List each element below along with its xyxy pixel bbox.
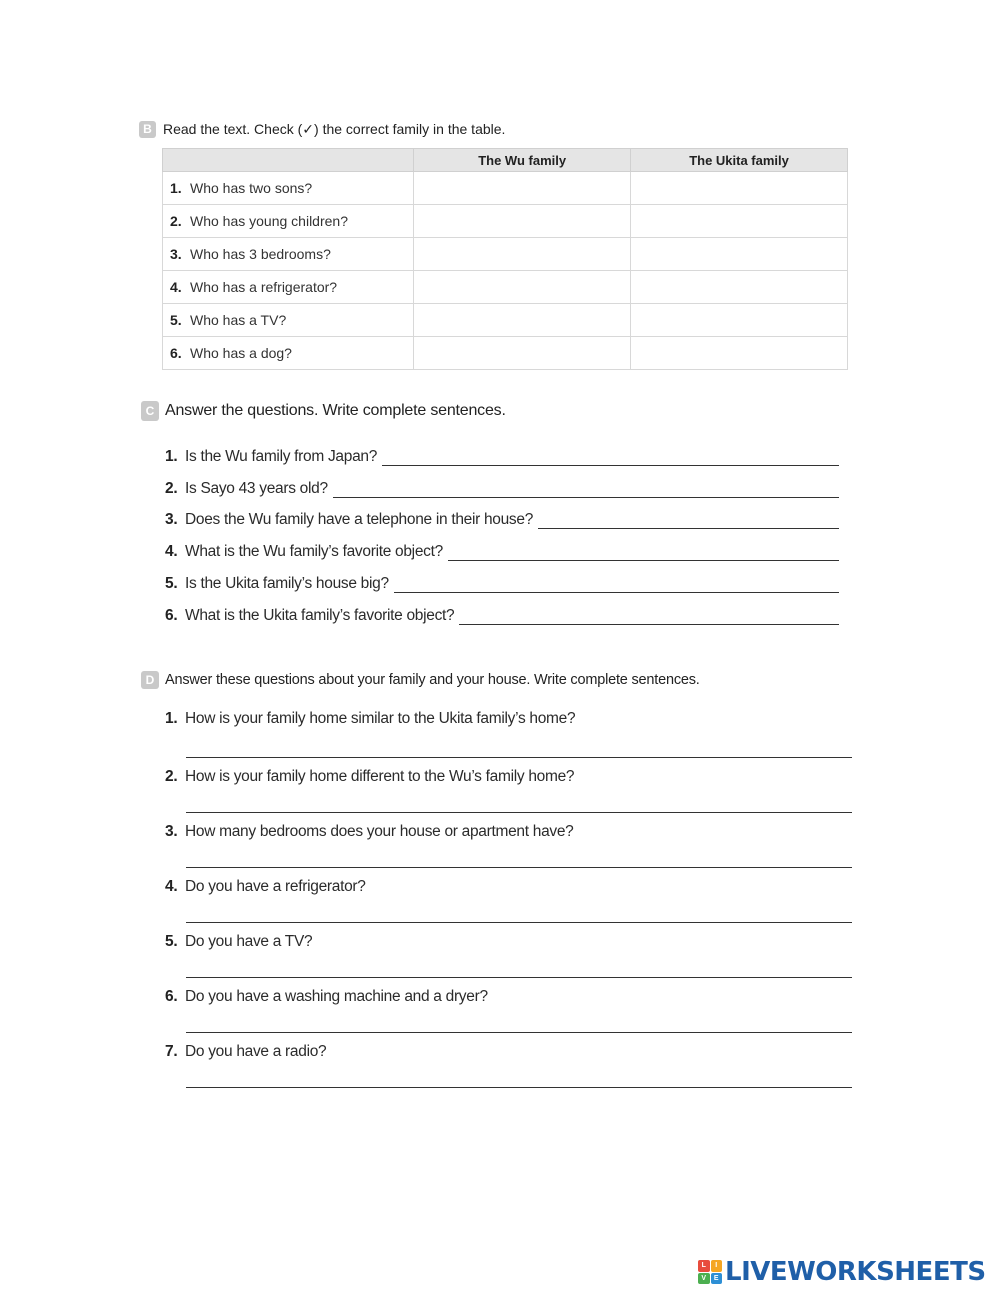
question-number: 7. bbox=[165, 1043, 178, 1060]
question-number: 2. bbox=[165, 768, 178, 785]
question-number: 6. bbox=[165, 607, 178, 624]
family-check-table bbox=[162, 148, 848, 370]
c-question-row bbox=[165, 448, 839, 466]
table-header-ukita: The Ukita family bbox=[631, 149, 848, 172]
question-text: Who has 3 bedrooms? bbox=[190, 246, 331, 262]
table-row bbox=[163, 304, 848, 337]
question-number: 3. bbox=[165, 511, 178, 528]
section-b-instruction: Read the text. Check (✓) the correct family in the table. bbox=[163, 121, 506, 137]
c-question-row bbox=[165, 543, 839, 561]
question-number: 4. bbox=[165, 543, 178, 560]
table-row bbox=[163, 337, 848, 370]
question-text: What is the Wu family’s favorite object? bbox=[185, 543, 443, 560]
logo-letter: V bbox=[698, 1273, 710, 1285]
question-number: 1. bbox=[170, 180, 182, 196]
table-question-cell bbox=[163, 238, 414, 271]
c-question-row bbox=[165, 575, 839, 593]
check-cell-wu[interactable] bbox=[414, 304, 631, 337]
question-text: Do you have a radio? bbox=[185, 1043, 327, 1060]
table-question-cell bbox=[163, 271, 414, 304]
question-number: 6. bbox=[170, 345, 182, 361]
section-d-instruction: Answer these questions about your family and your house. Write complete sentences. bbox=[165, 672, 700, 688]
c-question-row bbox=[165, 480, 839, 498]
question-text: Does the Wu family have a telephone in their house? bbox=[185, 511, 534, 528]
question-text: Who has a refrigerator? bbox=[190, 279, 338, 295]
answer-blank[interactable] bbox=[459, 609, 839, 625]
brand-name: LIVEWORKSHEETS bbox=[725, 1257, 986, 1287]
question-number: 4. bbox=[165, 878, 178, 895]
c-question-row bbox=[165, 607, 839, 625]
table-row bbox=[163, 205, 848, 238]
question-text: How is your family home different to the Wu’s family home? bbox=[185, 768, 575, 785]
table-row bbox=[163, 172, 848, 205]
answer-line[interactable] bbox=[186, 1018, 852, 1033]
d-question bbox=[165, 1043, 326, 1061]
question-text: How is your family home similar to the Ukita family’s home? bbox=[185, 710, 576, 727]
question-text: Is the Wu family from Japan? bbox=[185, 448, 378, 465]
section-c-instruction: Answer the questions. Write complete sentences. bbox=[165, 402, 506, 419]
check-cell-wu[interactable] bbox=[414, 337, 631, 370]
answer-line[interactable] bbox=[186, 1073, 852, 1088]
section-b-badge: B bbox=[139, 121, 156, 138]
answer-blank[interactable] bbox=[382, 450, 839, 466]
question-number: 6. bbox=[165, 988, 178, 1005]
question-number: 5. bbox=[165, 933, 178, 950]
answer-line[interactable] bbox=[186, 798, 852, 813]
answer-line[interactable] bbox=[186, 963, 852, 978]
d-question bbox=[165, 933, 312, 951]
liveworksheets-logo-icon bbox=[698, 1260, 722, 1284]
check-cell-wu[interactable] bbox=[414, 271, 631, 304]
check-cell-ukita[interactable] bbox=[631, 172, 848, 205]
question-text: Do you have a refrigerator? bbox=[185, 878, 366, 895]
question-number: 5. bbox=[170, 312, 182, 328]
question-text: Who has young children? bbox=[190, 213, 348, 229]
logo-letter: I bbox=[711, 1260, 723, 1272]
table-header-wu: The Wu family bbox=[414, 149, 631, 172]
section-c-badge: C bbox=[141, 401, 159, 421]
question-text: Is Sayo 43 years old? bbox=[185, 480, 328, 497]
table-question-cell bbox=[163, 172, 414, 205]
d-question bbox=[165, 988, 488, 1006]
question-number: 5. bbox=[165, 575, 178, 592]
table-question-cell bbox=[163, 304, 414, 337]
question-text: Who has two sons? bbox=[190, 180, 313, 196]
answer-blank[interactable] bbox=[394, 577, 839, 593]
question-text: Do you have a TV? bbox=[185, 933, 313, 950]
check-cell-ukita[interactable] bbox=[631, 205, 848, 238]
table-row bbox=[163, 238, 848, 271]
question-number: 2. bbox=[170, 213, 182, 229]
table-row bbox=[163, 271, 848, 304]
answer-line[interactable] bbox=[186, 853, 852, 868]
check-cell-ukita[interactable] bbox=[631, 271, 848, 304]
question-number: 3. bbox=[165, 823, 178, 840]
check-cell-wu[interactable] bbox=[414, 238, 631, 271]
liveworksheets-brand bbox=[698, 1257, 986, 1287]
table-question-cell bbox=[163, 337, 414, 370]
check-cell-wu[interactable] bbox=[414, 172, 631, 205]
logo-letter: L bbox=[698, 1260, 710, 1272]
answer-line[interactable] bbox=[186, 743, 852, 758]
question-number: 2. bbox=[165, 480, 178, 497]
answer-blank[interactable] bbox=[538, 513, 839, 529]
question-text: Who has a TV? bbox=[190, 312, 287, 328]
question-text: Do you have a washing machine and a dryer? bbox=[185, 988, 488, 1005]
check-cell-ukita[interactable] bbox=[631, 337, 848, 370]
question-text: What is the Ukita family’s favorite object? bbox=[185, 607, 455, 624]
question-text: Is the Ukita family’s house big? bbox=[185, 575, 389, 592]
c-question-row bbox=[165, 511, 839, 529]
question-number: 1. bbox=[165, 710, 178, 727]
table-header-blank bbox=[163, 149, 414, 172]
d-question bbox=[165, 710, 575, 728]
d-question bbox=[165, 878, 366, 896]
section-d-badge: D bbox=[141, 671, 159, 689]
question-number: 4. bbox=[170, 279, 182, 295]
table-header-row bbox=[163, 149, 848, 172]
question-number: 3. bbox=[170, 246, 182, 262]
check-cell-ukita[interactable] bbox=[631, 238, 848, 271]
question-text: Who has a dog? bbox=[190, 345, 292, 361]
question-text: How many bedrooms does your house or apartment have? bbox=[185, 823, 574, 840]
answer-line[interactable] bbox=[186, 908, 852, 923]
answer-blank[interactable] bbox=[333, 482, 839, 498]
d-question bbox=[165, 823, 573, 841]
question-number: 1. bbox=[165, 448, 178, 465]
table-question-cell bbox=[163, 205, 414, 238]
check-cell-ukita[interactable] bbox=[631, 304, 848, 337]
answer-blank[interactable] bbox=[448, 545, 839, 561]
logo-letter: E bbox=[711, 1273, 723, 1285]
d-question bbox=[165, 768, 574, 786]
check-cell-wu[interactable] bbox=[414, 205, 631, 238]
